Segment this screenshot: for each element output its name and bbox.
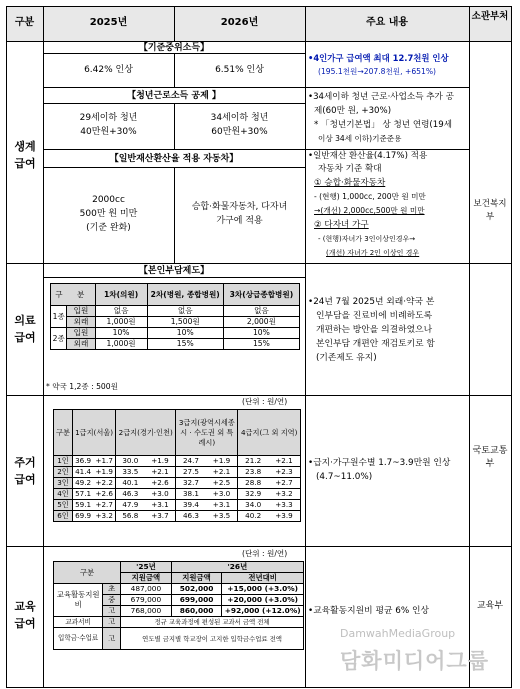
housing-head-1: 1급지(서울)	[73, 410, 116, 456]
edu-level: 고	[103, 617, 121, 628]
medical-note-1: •24년 7월 2025년 외래·약국 본	[308, 297, 435, 307]
housing-increase: +3.0	[145, 489, 176, 500]
housing-increase: +3.1	[145, 500, 176, 511]
car-2026-line2: 가구에 적용	[216, 216, 263, 226]
housing-amount: 59.1	[73, 500, 94, 511]
copay-type: 입원	[67, 328, 95, 339]
youth-2025-age: 29세이하 청년	[79, 113, 138, 123]
housing-amount: 38.1	[176, 489, 206, 500]
section-education: 교육급여	[14, 600, 36, 630]
watermark-en: DamwahMediaGroup	[340, 627, 456, 640]
housing-amount: 21.2	[238, 456, 268, 467]
housing-amount: 41.4	[73, 467, 94, 478]
edu-head-2025: '25년	[121, 562, 172, 573]
housing-amount: 36.9	[73, 456, 94, 467]
copay-head-2nd: 2차(병원, 종합병원)	[147, 284, 223, 306]
housing-amount: 46.3	[176, 511, 206, 522]
copay-type: 외래	[67, 339, 95, 350]
housing-amount: 40.1	[116, 478, 145, 489]
edu-amt26: 860,000	[171, 606, 222, 617]
copay-head-1st: 1차(의원)	[95, 284, 147, 306]
housing-table	[53, 409, 301, 522]
copay-grade-1: 1종	[51, 306, 67, 328]
housing-row-size: 5인	[54, 500, 73, 511]
header-2025: 2025년	[89, 17, 128, 28]
copay-head-3rd: 3차(상급종합병원)	[223, 284, 299, 306]
housing-amount: 40.2	[238, 511, 268, 522]
housing-increase: +2.5	[206, 478, 238, 489]
housing-row-size: 1인	[54, 456, 73, 467]
housing-increase: +3.1	[206, 500, 238, 511]
edu-amt26: 699,000	[171, 595, 222, 606]
header-main-content: 주요 내용	[365, 17, 409, 28]
housing-amount: 56.8	[116, 511, 145, 522]
housing-increase: +2.2	[93, 478, 115, 489]
copay-cell: 없음	[223, 306, 299, 317]
median-income-title: 【기준중위소득】	[138, 43, 210, 53]
copay-type: 입원	[67, 306, 95, 317]
copay-cell: 15%	[223, 339, 299, 350]
housing-increase: +1.9	[145, 456, 176, 467]
edu-amt25: 487,000	[121, 584, 172, 595]
housing-amount: 32.9	[238, 489, 268, 500]
section-housing: 주거급여	[14, 456, 36, 486]
education-note-1: •교육활동지원비 평균 6% 인상	[308, 606, 430, 616]
youth-note-2: 제(60만 원, +30%)	[314, 106, 392, 116]
housing-increase: +3.7	[145, 511, 176, 522]
housing-increase: +3.3	[268, 500, 301, 511]
youth-note-4: 이상 34세 이하)기준준용	[318, 134, 402, 143]
housing-increase: +3.5	[206, 511, 238, 522]
edu-textbook-value: 정규 교육과정에 편성된 교과서 금액 전체	[121, 617, 304, 628]
housing-increase: +1.9	[93, 467, 115, 478]
copay-grade-2: 2종	[51, 328, 67, 350]
medical-note-2: 인부담을 진료비에 비례하도록	[316, 311, 433, 321]
car-note-3: ① 승합·화물자동차	[314, 178, 386, 188]
medical-note-3: 개편하는 방안을 의결하였으나	[316, 325, 433, 335]
housing-increase: +3.2	[93, 511, 115, 522]
housing-note-2: (4.7~11.0%)	[316, 472, 373, 482]
edu-level: 중	[103, 595, 121, 606]
housing-row-size: 6인	[54, 511, 73, 522]
housing-unit: (단위 : 원/연)	[242, 397, 288, 406]
housing-head-div: 구분	[54, 410, 73, 456]
housing-amount: 34.0	[238, 500, 268, 511]
housing-head-3: 3급지(광역시세종시 · 수도권 외 특례시)	[176, 410, 238, 456]
housing-increase: +2.1	[206, 467, 238, 478]
housing-head-2: 2급지(경기·인천)	[116, 410, 176, 456]
housing-amount: 47.9	[116, 500, 145, 511]
copay-cell: 없음	[95, 306, 147, 317]
housing-increase: +2.3	[268, 467, 301, 478]
median-income-2025: 6.42% 인상	[84, 65, 133, 75]
car-2025-line1: 2000cc	[92, 195, 125, 205]
housing-increase: +2.6	[145, 478, 176, 489]
car-note-7: - (현행)자녀가 3인이상인경우→	[318, 235, 416, 243]
section-medical: 의료급여	[14, 314, 36, 344]
copay-cell: 10%	[223, 328, 299, 339]
housing-note-1: •급지·가구원수별 1.7~3.9만원 인상	[308, 458, 451, 468]
car-asset-title: 【일반재산환산율 적용 자동차】	[109, 154, 239, 164]
car-note-5: →(개선) 2,000cc,500만 원 미만	[314, 206, 425, 215]
housing-amount: 49.2	[73, 478, 94, 489]
housing-amount: 39.4	[176, 500, 206, 511]
copay-cell: 1,000원	[95, 339, 147, 350]
housing-amount: 23.8	[238, 467, 268, 478]
copay-cell: 없음	[147, 306, 223, 317]
copay-head-bun: 분	[67, 284, 95, 306]
copay-type: 외래	[67, 317, 95, 328]
youth-2026-amount: 60만원+30%	[211, 127, 268, 137]
youth-2026-age: 34세이하 청년	[210, 113, 269, 123]
copay-head-gu: 구	[51, 284, 67, 306]
medical-note-5: (기존제도 유지)	[316, 353, 377, 363]
edu-tuition-value: 연도별 금지별 학교장이 고지한 입학금수업료 전액	[121, 628, 304, 650]
edu-head-amt25: 지원금액	[121, 573, 172, 584]
copay-cell: 10%	[147, 328, 223, 339]
copay-cell: 10%	[95, 328, 147, 339]
edu-level: 초	[103, 584, 121, 595]
housing-head-4: 4급지(그 외 지역)	[238, 410, 301, 456]
housing-amount: 69.9	[73, 511, 94, 522]
housing-amount: 46.3	[116, 489, 145, 500]
median-income-note-2: (195.1천원→207.8천원, +651%)	[318, 67, 437, 76]
edu-cat-textbook: 교과서비	[54, 617, 103, 628]
header-ministry: 소관부처	[471, 11, 509, 22]
education-table	[53, 561, 304, 650]
copay-cell: 1,000원	[95, 317, 147, 328]
edu-head-2026: '26년	[171, 562, 303, 573]
edu-head-amt26: 지원금액	[171, 573, 222, 584]
edu-diff: +15,000 (+3.0%)	[222, 584, 304, 595]
edu-level: 고	[103, 606, 121, 617]
copay-table	[50, 283, 300, 350]
header-2026: 2026년	[220, 17, 259, 28]
housing-amount: 30.0	[116, 456, 145, 467]
housing-increase: +3.2	[268, 489, 301, 500]
section-livelihood: 생계급여	[14, 140, 36, 170]
car-note-4: - (현행) 1,000cc, 200만 원 미만	[314, 192, 426, 201]
housing-increase: +3.9	[268, 511, 301, 522]
car-note-2: 자동차 기준 확대	[318, 164, 382, 174]
education-unit: (단위 : 원/연)	[242, 549, 288, 558]
youth-income-title: 【청년근로소득 공제 】	[127, 91, 221, 101]
car-note-6: ② 다자녀 가구	[314, 220, 369, 230]
housing-row-size: 3인	[54, 478, 73, 489]
youth-2025-amount: 40만원+30%	[80, 127, 137, 137]
housing-increase: +1.7	[93, 456, 115, 467]
housing-amount: 57.1	[73, 489, 94, 500]
median-income-note-1: •4인가구 급여액 최대 12.7천원 인상	[308, 53, 449, 63]
housing-amount: 27.5	[176, 467, 206, 478]
median-income-2026: 6.51% 인상	[215, 65, 264, 75]
copay-cell: 1,500원	[147, 317, 223, 328]
ministry-land: 국토교통부	[472, 446, 508, 469]
housing-increase: +2.7	[268, 478, 301, 489]
copay-pharmacy-note: * 약국 1,2종 : 500원	[46, 382, 118, 391]
medical-note-4: 본인부담 개편안 재검토키로 함	[316, 339, 435, 349]
edu-amt25: 768,000	[121, 606, 172, 617]
edu-diff: +20,000 (+3.0%)	[222, 595, 304, 606]
housing-increase: +1.9	[206, 456, 238, 467]
ministry-welfare: 보건복지부	[473, 199, 507, 222]
car-2025-line2: 500만 원 미만	[79, 209, 138, 219]
housing-increase: +2.7	[93, 500, 115, 511]
edu-diff: +92,000 (+12.0%)	[222, 606, 304, 617]
housing-row-size: 2인	[54, 467, 73, 478]
car-note-8: (개선) 자녀가 2인 이상인 경우	[326, 249, 420, 257]
housing-amount: 32.7	[176, 478, 206, 489]
housing-increase: +3.0	[206, 489, 238, 500]
edu-head-compare: 전년대비	[222, 573, 304, 584]
housing-amount: 28.8	[238, 478, 268, 489]
car-note-1: •일반재산 환산율(4.17%) 적용	[308, 151, 428, 161]
edu-cat-activity: 교육활동지원비	[54, 584, 103, 617]
ministry-education: 교육부	[476, 601, 504, 611]
edu-amt26: 502,000	[171, 584, 222, 595]
car-2025-line3: (기준 완화)	[86, 223, 131, 233]
housing-amount: 33.5	[116, 467, 145, 478]
housing-amount: 24.7	[176, 456, 206, 467]
edu-amt25: 679,000	[121, 595, 172, 606]
watermark-ko: 담화미디어그룹	[340, 649, 490, 673]
edu-head-div: 구분	[54, 562, 121, 584]
edu-cat-tuition: 입학금·수업료	[54, 628, 103, 650]
copay-title: 【본인부담제도】	[138, 266, 210, 276]
housing-increase: +2.1	[145, 467, 176, 478]
youth-note-1: •34세이하 청년 근로·사업소득 추가 공	[308, 92, 454, 102]
edu-level: 고	[103, 628, 121, 650]
header-category: 구분	[14, 17, 35, 28]
car-2026-line1: 승합·화물자동차, 다자녀	[191, 202, 288, 212]
youth-note-3: * 「청년기본법」 상 청년 연령(19세	[314, 120, 453, 130]
housing-increase: +2.1	[268, 456, 301, 467]
copay-cell: 15%	[147, 339, 223, 350]
housing-row-size: 4인	[54, 489, 73, 500]
copay-cell: 2,000원	[223, 317, 299, 328]
housing-increase: +2.6	[93, 489, 115, 500]
